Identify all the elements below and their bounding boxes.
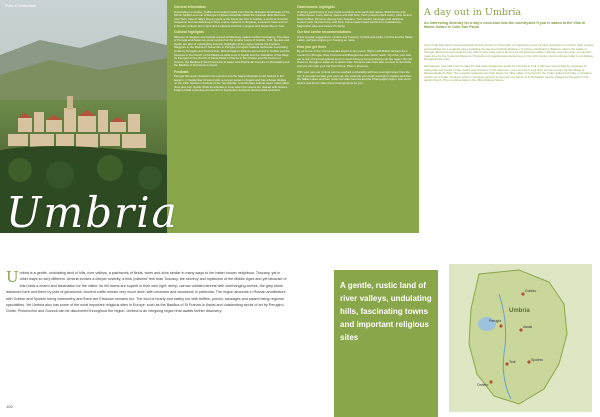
cultural-heading: Cultural highlights: [174, 30, 204, 35]
cultural-text: Mixtures of religious and secular art and architecture makes Umbria fascinating. The cities of Perugia and Assisi are great centres but the smaller towns of Gubbio, Todi, Spoleto and Spello are also of outstanding interest. Highlights of the region include the Fontana Maggiore in the Piazza IV Novembre in Perugia, Perugia's Galleria Nazionale comprising works by Perugino and Pinturicchio, Michelangelo's Palazzo del Consoli in Gubbio and the frescoes in the church of the Madonna della Luce in Spello and the 'Adoration of the Magi' by Perugino in the church of Santa Maria in Piazza in the Orvieto and the Duomo of Orvieto, the Basilica di San Francesco in Assisi and Piazza del Comune in Montefalco and the Basilica of St Francis in Assisi.: [174, 34, 290, 68]
section-label: Pure & Waterfalls: [5, 3, 36, 8]
info-column-right: [297, 6, 413, 88]
pull-quote: A gentle, rustic land of river valleys, undulating hills, fascinating towns and important religious sites: [340, 281, 432, 342]
drop-cap: U: [6, 268, 19, 286]
day-subtitle: An interesting itinerary for a day's excursion into the countryside if you're based at the Villa di Monte Solare in Colle San Paolo: [424, 21, 585, 30]
region-map: [449, 264, 592, 412]
map-city-label: Assisi: [523, 325, 533, 329]
travel-heading: Our two centre recommendations: [297, 30, 352, 35]
page-title: Umbria: [6, 188, 179, 237]
day-title: A day out in Umbria: [424, 7, 522, 18]
gastro-text: Umbria's gastronomy is very much a product of its earth and nature. Mushrooms and truffles flavour many dishes. Game and wild boar, fresh produce black celery, olive oil and black truffles, Pecorino cheese from Torgiano, Todi crostini, sausages and delicious cooked pork. Norcia hams, wild boar, home-made bread, lentils from Castelluccio, Sagrantino wine and sweet Vin Santo.: [297, 9, 412, 28]
map-city-label: Gubbio: [525, 289, 537, 293]
general-heading: General information: [174, 5, 207, 9]
general-text: Dominating in Umbria, Truffles and cooked meats from Norcia, Dramatic landscapes of the Monte Sibillini and one of Europe's highest waterfalls called the Cascate delle Marmore near Terni. One of Italy's breezy spots is the Festa dei Ceri in Gubbio, a world of Gnocchi, Carpaccio and woodworking in Todi, a wine museum in Torgiano, a ceramic trade and art in Deruta, Antique fair in Aprii and a national craft fair in August and September in Todi.: [174, 9, 290, 28]
day-text: [424, 44, 594, 86]
howto-heading: How you get there: [297, 44, 327, 49]
map-city-label: Todi: [509, 360, 516, 364]
howto-text: By air Rome is the recommended airport in any event, flights (with British Airways from London) to Perugia. Pisa, Florence and Bologna are also within reach. Fly-drive your own car is one of the best options and it is worth hiring a car and driving into the region. By rail: Rome to Perugia or Assisi on a slower train. Florence train links also connect to Terontola and you can take your car from Rome, Pisa or Florence.: [297, 49, 413, 68]
info-column-left: [174, 6, 290, 96]
map-region-label: Umbria: [509, 308, 530, 314]
day-paragraph-2: Alternatively, you might want to take the fast dual carriageway south from Deruta to Todi, a hill town surrounded by expanses of rolling hills and woods of oak, beech and chestnut. In the afternoon, your next hour-long drive across country via the village of Montecastello di Vibio. The unspoilt medieval town high above the Tiber valley is famous for the Teatro della Concordia, a miniature replica of La Scala. Continue north to Cerqueto passing to see part of a fresco of St Sebastian and the Plague by Perugino in the parish church. Then continue back to the Villa di Monte Solare.: [424, 63, 592, 83]
map-city-label: Orvieto: [477, 383, 489, 387]
map-city-label: Spoleto: [531, 358, 543, 362]
intro-article: [6, 270, 288, 315]
gastro-heading: Gastronomic highlights: [297, 5, 336, 9]
page-number: 102: [6, 404, 13, 409]
region-map-graphic: [449, 264, 592, 412]
festivals-text: Perugia has a jazz festival in the summer and the Sagra Musicale music festival in the autumn. In September Orvieto holds a concert series in August and has a flower display on the 15th. Spoleto's Festival of the Two Worlds, a world-class cultural event, takes place June and July. Spello holds its Infiorata in June when the streets are decked with flowers. Foligno holds a jousting tournament in September during its Giostra della Quintana.: [174, 74, 290, 93]
drive-text: With your own car Umbria can be reached comfortably with two overnight stops from the UK. If you want to take your own car, For example you could overnight in Alsace and then the Italian Lakes and then motor via Lake Geneva and the Champagne region. Ask us for advice and let us make these arrangements for you.: [297, 70, 412, 85]
day-out-page: [419, 0, 600, 233]
map-city-label: Perugia: [489, 319, 502, 323]
travel-text: A few popular suggestions: Umbria and Tuscany, Umbria and Lazio, Umbria and the Italian Lakes, perhaps stopping in Tuscany en route.: [297, 34, 413, 43]
festivals-heading: Festivals: [174, 69, 189, 74]
intro-text: mbria is a gentle, undulating land of hills, river valleys, a patchwork of fields, vines and olive similar in many ways to her better-known neighbour, Tuscany, yet in other ways so very different. Umbria evokes a deeper rusticity, a less 'polished' feel than Tuscany, the secrecy and mysticism of the Middle Ages and yet because of this holds a charm and fascination for the visitor. Its hill towns are superb in their own right; steep, narrow cobbled streets with overhanging arches, the grey stone darkened here and there by pots of geraniums. Ancient crafts remain very much alive, with ceramics and woodwork in particular. The region abounds in Roman architecture with Gubbio and Spoleto being noteworthy and there are Etruscan remains too. The food is hearty and earthy too with truffles, porcini, sausages and salami being regional specialities. Yet Umbria also has some of the most important religious sites in Europe, such as the Basilica of St Francis in Assisi and outstanding works of art by Perugino, Giotto, Pinturicchio and Gozzoli can be discovered throughout the region. Umbria is an intriguing region that awaits further discovery.: [6, 271, 287, 314]
day-paragraph-1: From Colle San Paolo head westwards across country to Tavernelle, an important centre for olive production in Umbria. Stop to taste and purchase the Lungarotti wines including the famous Umbrian Rubesco. Continue southward to Bettona, where the castle of Perugia. Bettona is surrounded by the hills of olive trees and is famous for the Etruscan walls in Deruta, your next stop, you should make time for the Ceramics Museum. Production of majolica was started here in the 13th Century and continues today in workshops throughout the town.: [424, 43, 594, 62]
